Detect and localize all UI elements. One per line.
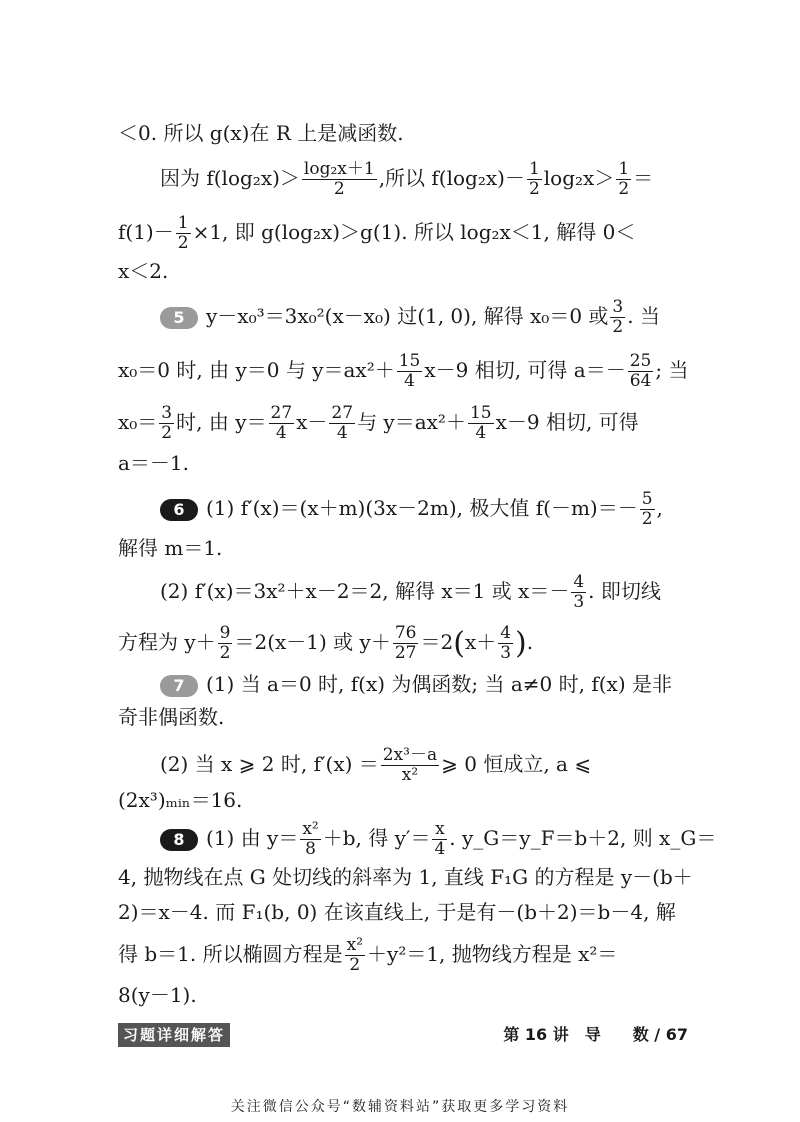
problem-5-line-4: a＝－1. — [118, 451, 190, 475]
problem-7-line-1: 7 (1) 当 a＝0 时, f(x) 为偶函数; 当 a≠0 时, f(x) 是非 — [160, 669, 688, 699]
fraction: $\frac{1}{2}$ — [528, 159, 540, 199]
fraction: $\frac{\text{x²}}{8}$ — [302, 819, 319, 859]
line-1: ＜0. 所以 g(x)在 R 上是减函数. — [118, 121, 404, 145]
problem-7-line-4: (2x³)ₘᵢₙ＝16. — [118, 788, 243, 812]
problem-7-line-2: 奇非偶函数. — [118, 705, 225, 729]
fraction: $\frac{1}{2}$ — [177, 213, 189, 253]
problem-8-line-5: 8(y－1). — [118, 983, 197, 1007]
fraction: $\frac{4}{3}$ — [500, 623, 512, 663]
fraction: $\frac{27}{4}$ — [270, 403, 293, 443]
problem-5-line-1: 5 y－x₀³＝3x₀²(x－x₀) 过(1, 0), 解得 x₀＝0 或 $\frac{3}{2}$ . 当 — [160, 298, 688, 337]
page-footer: 第 16 讲 导 数 / 67 — [503, 1025, 688, 1044]
problem-7-badge: 7 — [160, 675, 198, 697]
problem-6-line-3: (2) f′(x)＝3x²＋x－2＝2, 解得 x＝1 或 x＝－ $\frac{4}{3}$ . 即切线 — [160, 572, 661, 612]
fraction: $\frac{3}{2}$ — [161, 403, 173, 443]
fraction: $\frac{76}{27}$ — [394, 623, 417, 663]
fraction: $\frac{15}{4}$ — [398, 351, 421, 391]
fraction: $\frac{3}{2}$ — [612, 297, 624, 337]
fraction: $\frac{5}{2}$ — [641, 489, 653, 529]
problem-5-line-2: x₀＝0 时, 由 y＝0 与 y＝ax²＋ $\frac{15}{4}$ x－9 相切, 可得 a＝－ $\frac{25}{64}$ ; 当 — [118, 351, 689, 391]
watermark-text: 关注微信公众号“数辅资料站”获取更多学习资料 — [230, 1099, 570, 1115]
problem-8-line-2: 4, 抛物线在点 G 处切线的斜率为 1, 直线 F₁G 的方程是 y－(b＋ — [118, 865, 693, 889]
problem-8-line-1: 8 (1) 由 y＝ $\frac{\text{x²}}{8}$ ＋b, 得 y′＝ $\frac{x}{4}$ . y_G＝y_F＝b＋2, 则 x_G＝ — [160, 820, 688, 859]
fraction: $\frac{27}{4}$ — [331, 403, 354, 443]
problem-6-badge: 6 — [160, 499, 198, 521]
fraction: $\frac{1}{2}$ — [618, 159, 630, 199]
problem-8-line-4: 得 b＝1. 所以椭圆方程是 $\frac{\text{x²}}{2}$ ＋y²＝1, 抛物线方程是 x²＝ — [118, 935, 618, 975]
problem-6-line-4: 方程为 y＋ $\frac{9}{2}$ ＝2(x－1) 或 y＋ $\frac{76}{27}$ ＝2(x＋ $\frac{4}{3}$ ). — [118, 623, 534, 663]
fraction: $\frac{\text{log₂x＋1}}{2}$ — [303, 159, 375, 199]
line-2: 因为 f(log₂x)＞ $\frac{\text{log₂x＋1}}{2}$ ,所以 f(log₂x)－ $\frac{1}{2}$ log₂x＞ $\frac{1}{2}$ ＝ — [160, 159, 654, 199]
fraction: $\frac{\text{x²}}{2}$ — [346, 935, 364, 975]
fraction: $\frac{9}{2}$ — [219, 623, 231, 663]
problem-6-line-1: 6 (1) f′(x)＝(x＋m)(3x－2m), 极大值 f(－m)＝－ $\frac{5}{2}$ , — [160, 490, 688, 529]
fraction: $\frac{x}{4}$ — [434, 819, 446, 859]
fraction: $\frac{25}{64}$ — [629, 351, 652, 391]
problem-8-badge: 8 — [160, 829, 198, 851]
problem-6-line-2: 解得 m＝1. — [118, 536, 223, 560]
line-3: f(1)－ $\frac{1}{2}$ ×1, 即 g(log₂x)＞g(1). 所以 log₂x＜1, 解得 0＜ — [118, 213, 636, 253]
problem-8-line-3: 2)＝x－4. 而 F₁(b, 0) 在该直线上, 于是有－(b＋2)＝b－4, 解 — [118, 900, 676, 924]
fraction: $\frac{\text{2x³－a}}{\text{x²}}$ — [382, 745, 438, 785]
fraction: $\frac{15}{4}$ — [469, 403, 492, 443]
line-4: x＜2. — [118, 259, 169, 283]
fraction: $\frac{4}{3}$ — [573, 572, 585, 612]
problem-7-line-3: (2) 当 x ⩾ 2 时, f′(x) ＝ $\frac{\text{2x³－a}}{\text{x²}}$ ⩾ 0 恒成立, a ⩽ — [160, 745, 592, 785]
problem-5-line-3: x₀＝ $\frac{3}{2}$ 时, 由 y＝ $\frac{27}{4}$ x－ $\frac{27}{4}$ 与 y＝ax²＋ $\frac{15}{4}$ x－9 相切, 可得 — [118, 403, 639, 443]
problem-5-badge: 5 — [160, 307, 198, 329]
section-tag: 习题详细解答 — [118, 1023, 230, 1047]
